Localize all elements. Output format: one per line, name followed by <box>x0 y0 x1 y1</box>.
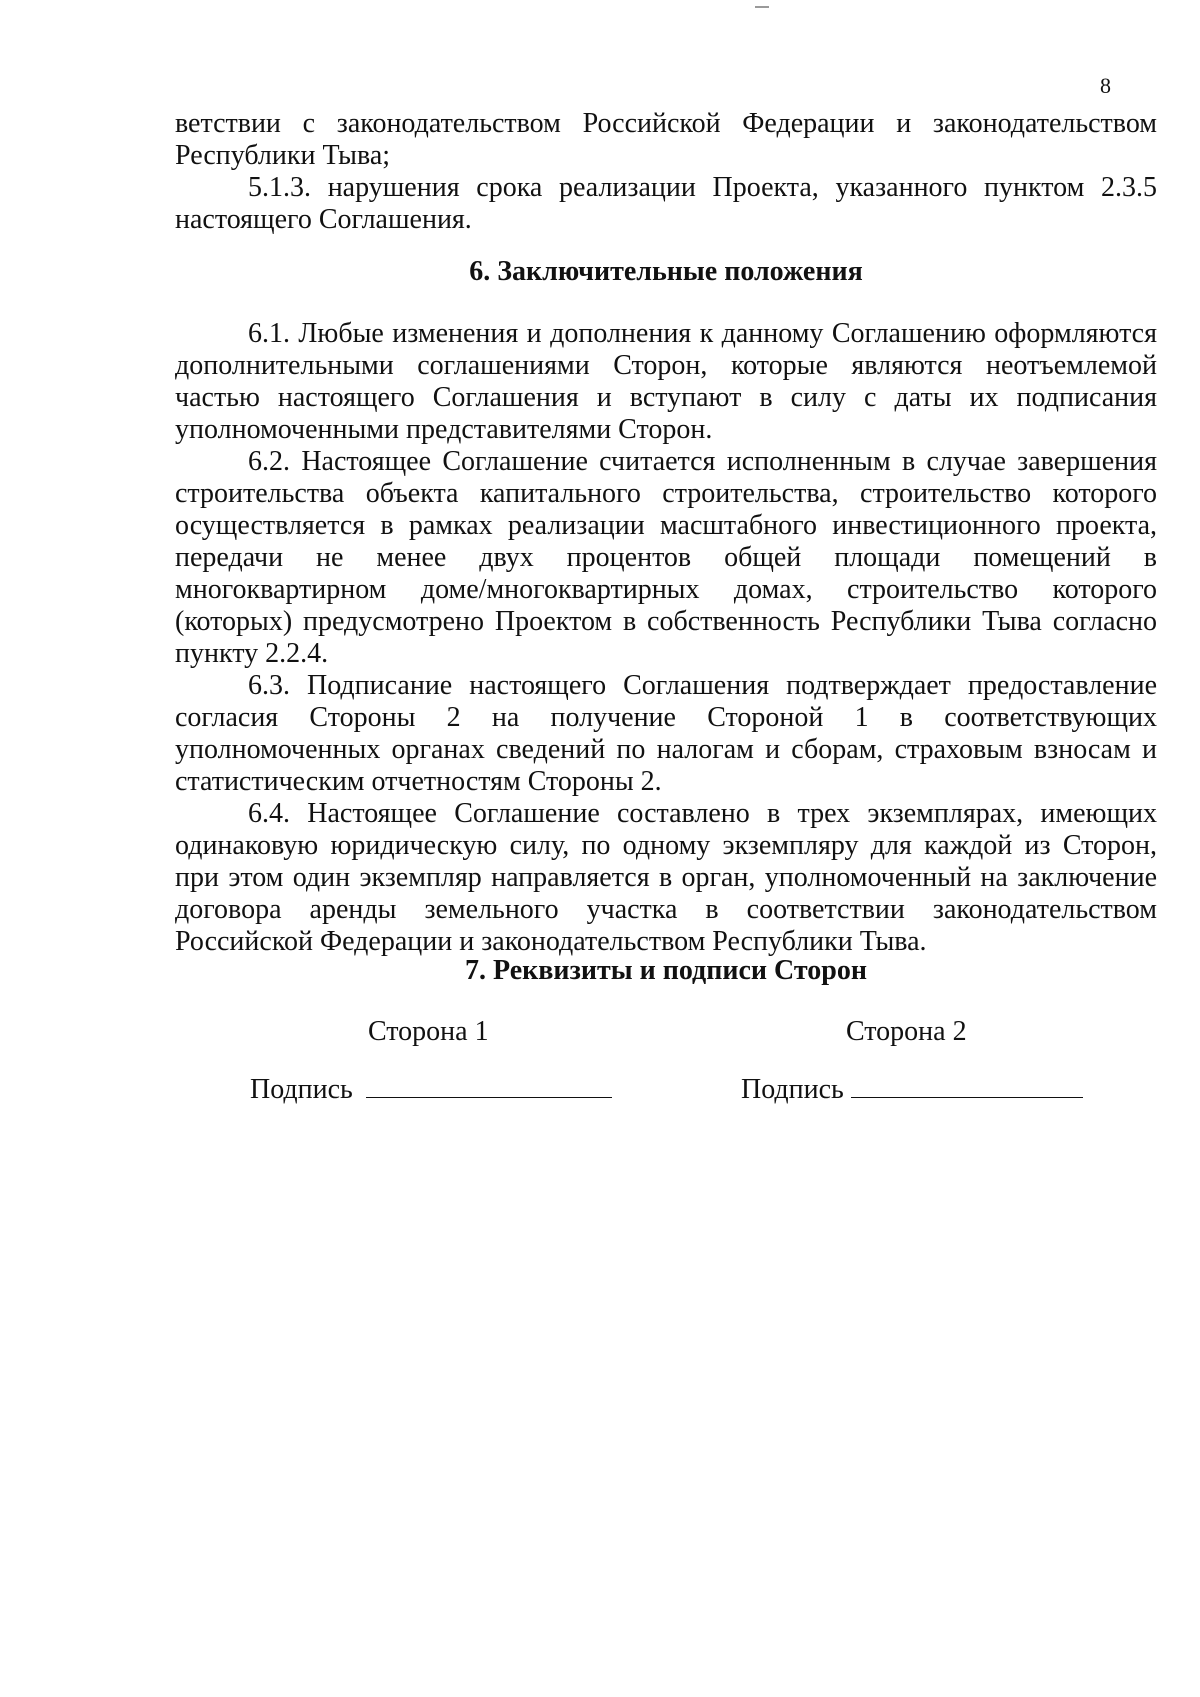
section-6-title: 6. Заключительные положения <box>469 256 863 287</box>
continuation-block <box>175 108 1157 236</box>
signature-label-1: Подпись <box>250 1074 353 1105</box>
section-7-title: 7. Реквизиты и подписи Сторон <box>465 955 867 986</box>
scan-mark <box>755 6 769 8</box>
signature-label-2: Подпись <box>741 1074 844 1105</box>
signature-row-party-2 <box>741 1073 1083 1106</box>
party-2-label: Сторона 2 <box>846 1016 967 1047</box>
signature-row-party-1 <box>250 1073 612 1106</box>
page-number: 8 <box>1100 73 1111 98</box>
clause-6-2: 6.2. Настоящее Соглашение считается исполненным в случае завершения строительства объекта капитального строительства, строительство которого осуществляется в рамках реализации масштабного инвестиционного проекта, передачи не менее двух процентов общей площади помещений в многоквартирном доме/многоквартирных домах, строительство которого (которых) предусмотрено Проектом в собственность Республики Тыва согласно пункту 2.2.4. <box>175 446 1157 669</box>
clause-5-1-3: 5.1.3. нарушения срока реализации Проекта, указанного пунктом 2.3.5 настоящего Соглашения. <box>175 172 1157 235</box>
signature-line-party-2 <box>851 1073 1083 1098</box>
clause-6-1: 6.1. Любые изменения и дополнения к данному Соглашению оформляются дополнительными соглашениями Сторон, которые являются неотъемлемой частью настоящего Соглашения и вступают в силу с даты их подписания уполномоченными представителями Сторон. <box>175 318 1157 445</box>
party-1-label: Сторона 1 <box>368 1016 489 1047</box>
signature-line-party-1 <box>366 1073 612 1098</box>
section-6-body <box>175 318 1157 958</box>
continuation-paragraph: ветствии с законодательством Российской Федерации и законодательством Республики Тыва; <box>175 108 1157 171</box>
clause-6-3: 6.3. Подписание настоящего Соглашения подтверждает предоставление согласия Стороны 2 на получение Стороной 1 в соответствующих уполномоченных органах сведений по налогам и сборам, страховым взносам и статистическим отчетностям Стороны 2. <box>175 670 1157 797</box>
clause-6-4: 6.4. Настоящее Соглашение составлено в трех экземплярах, имеющих одинаковую юридическую силу, по одному экземпляру для каждой из Сторон, при этом один экземпляр направляется в орган, уполномоченный на заключение договора аренды земельного участка в соответствии законодательством Российской Федерации и законодательством Республики Тыва. <box>175 798 1157 957</box>
